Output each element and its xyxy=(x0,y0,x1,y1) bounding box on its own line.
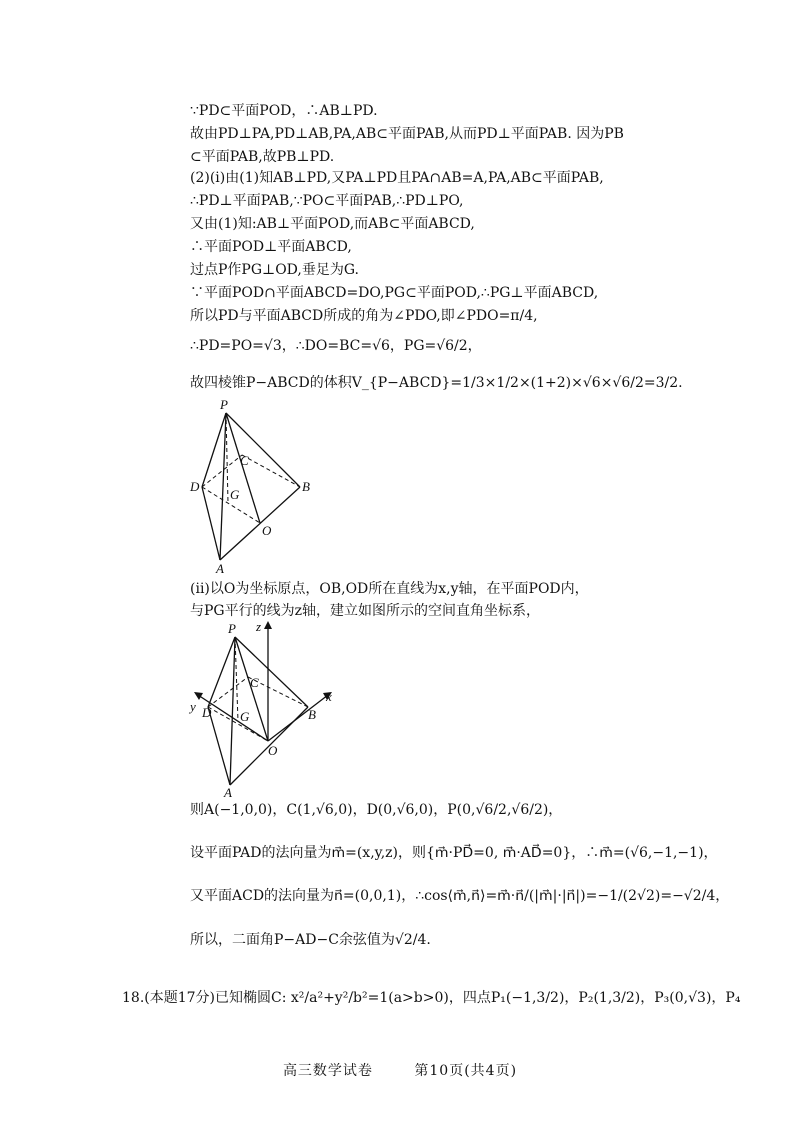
text-line-3: ⊂平面PAB,故PB⊥PD. xyxy=(190,149,335,165)
label-A: A xyxy=(216,561,224,575)
text-line-14: 与PG平行的线为z轴，建立如图所示的空间直角坐标系， xyxy=(190,603,540,619)
label-z: z xyxy=(256,619,262,634)
label-C: C xyxy=(250,675,259,690)
text-line-12: 故四棱锥P−ABCD的体积V_{P−ABCD}=1/3×1/2×(1+2)×√6×√6/2=3/2. xyxy=(190,375,683,391)
question-18: 18.(本题17分)已知椭圆C: x²/a²+y²/b²=1(a>b>0)，四点P₁(−1,3/2)，P₂(1,3/2)，P₃(0,√3)，P₄ xyxy=(122,990,741,1006)
text-line-5: ∴PD⊥平面PAB,∵PO⊂平面PAB,∴PD⊥PO, xyxy=(190,193,464,209)
text-line-2: 故由PD⊥PA,PD⊥AB,PA,AB⊂平面PAB,从而PD⊥平面PAB. 因为PB xyxy=(190,126,624,142)
text-line-13: (ⅱ)以O为坐标原点，OB,OD所在直线为x,y轴，在平面POD内， xyxy=(190,581,589,597)
text-line-18: 所以，二面角P−AD−C余弦值为√2/4. xyxy=(190,932,431,948)
page-footer xyxy=(0,1060,800,1080)
text-line-8: 过点P作PG⊥OD,垂足为G. xyxy=(190,262,359,278)
label-A: A xyxy=(224,785,232,800)
label-G: G xyxy=(240,709,250,724)
text-line-4: (2)(ⅰ)由(1)知AB⊥PD,又PA⊥PD且PA∩AB=A,PA,AB⊂平面PAB, xyxy=(190,170,604,186)
text-line-1: ∵PD⊂平面POD，∴AB⊥PD. xyxy=(190,103,378,119)
label-D: D xyxy=(202,705,212,720)
text-line-16: 设平面PAD的法向量为m⃗=(x,y,z)，则{m⃗·PD⃗=0, m⃗·AD⃗=0}，∴m⃗=(√6,−1,−1)， xyxy=(190,845,718,861)
pyramid-figure-2 xyxy=(180,615,350,800)
text-line-17: 又平面ACD的法向量为n⃗=(0,0,1)，∴cos⟨m⃗,n⃗⟩=m⃗·n⃗/(|m⃗|·|n⃗|)=−1/(2√2)=−√2/4， xyxy=(190,888,730,904)
label-C: C xyxy=(240,453,249,468)
footer-page: 第10页(共4页) xyxy=(414,1063,518,1079)
footer-title: 高三数学试卷 xyxy=(282,1063,373,1079)
text-line-7: ∴平面POD⊥平面ABCD, xyxy=(190,239,352,255)
label-D: D xyxy=(190,479,200,494)
pyramid-figure-1 xyxy=(180,395,330,575)
label-y: y xyxy=(190,699,196,714)
text-line-10: 所以PD与平面ABCD所成的角为∠PDO,即∠PDO=π/4, xyxy=(190,308,538,324)
text-line-15: 则A(−1,0,0)，C(1,√6,0)，D(0,√6,0)，P(0,√6/2,√6/2)， xyxy=(190,802,563,818)
label-x: x xyxy=(326,689,332,704)
label-O: O xyxy=(262,523,272,538)
label-P: P xyxy=(220,397,228,412)
text-line-9: ∵平面POD∩平面ABCD=DO,PG⊂平面POD,∴PG⊥平面ABCD, xyxy=(190,285,599,301)
label-P: P xyxy=(228,621,236,636)
label-B: B xyxy=(302,479,310,494)
text-line-6: 又由(1)知:AB⊥平面POD,而AB⊂平面ABCD, xyxy=(190,216,475,232)
label-B: B xyxy=(308,707,316,722)
label-O: O xyxy=(268,743,278,758)
label-G: G xyxy=(230,487,240,502)
z-axis-arrow-icon xyxy=(264,621,272,629)
text-line-11: ∴PD=PO=√3，∴DO=BC=√6，PG=√6/2， xyxy=(190,338,482,354)
